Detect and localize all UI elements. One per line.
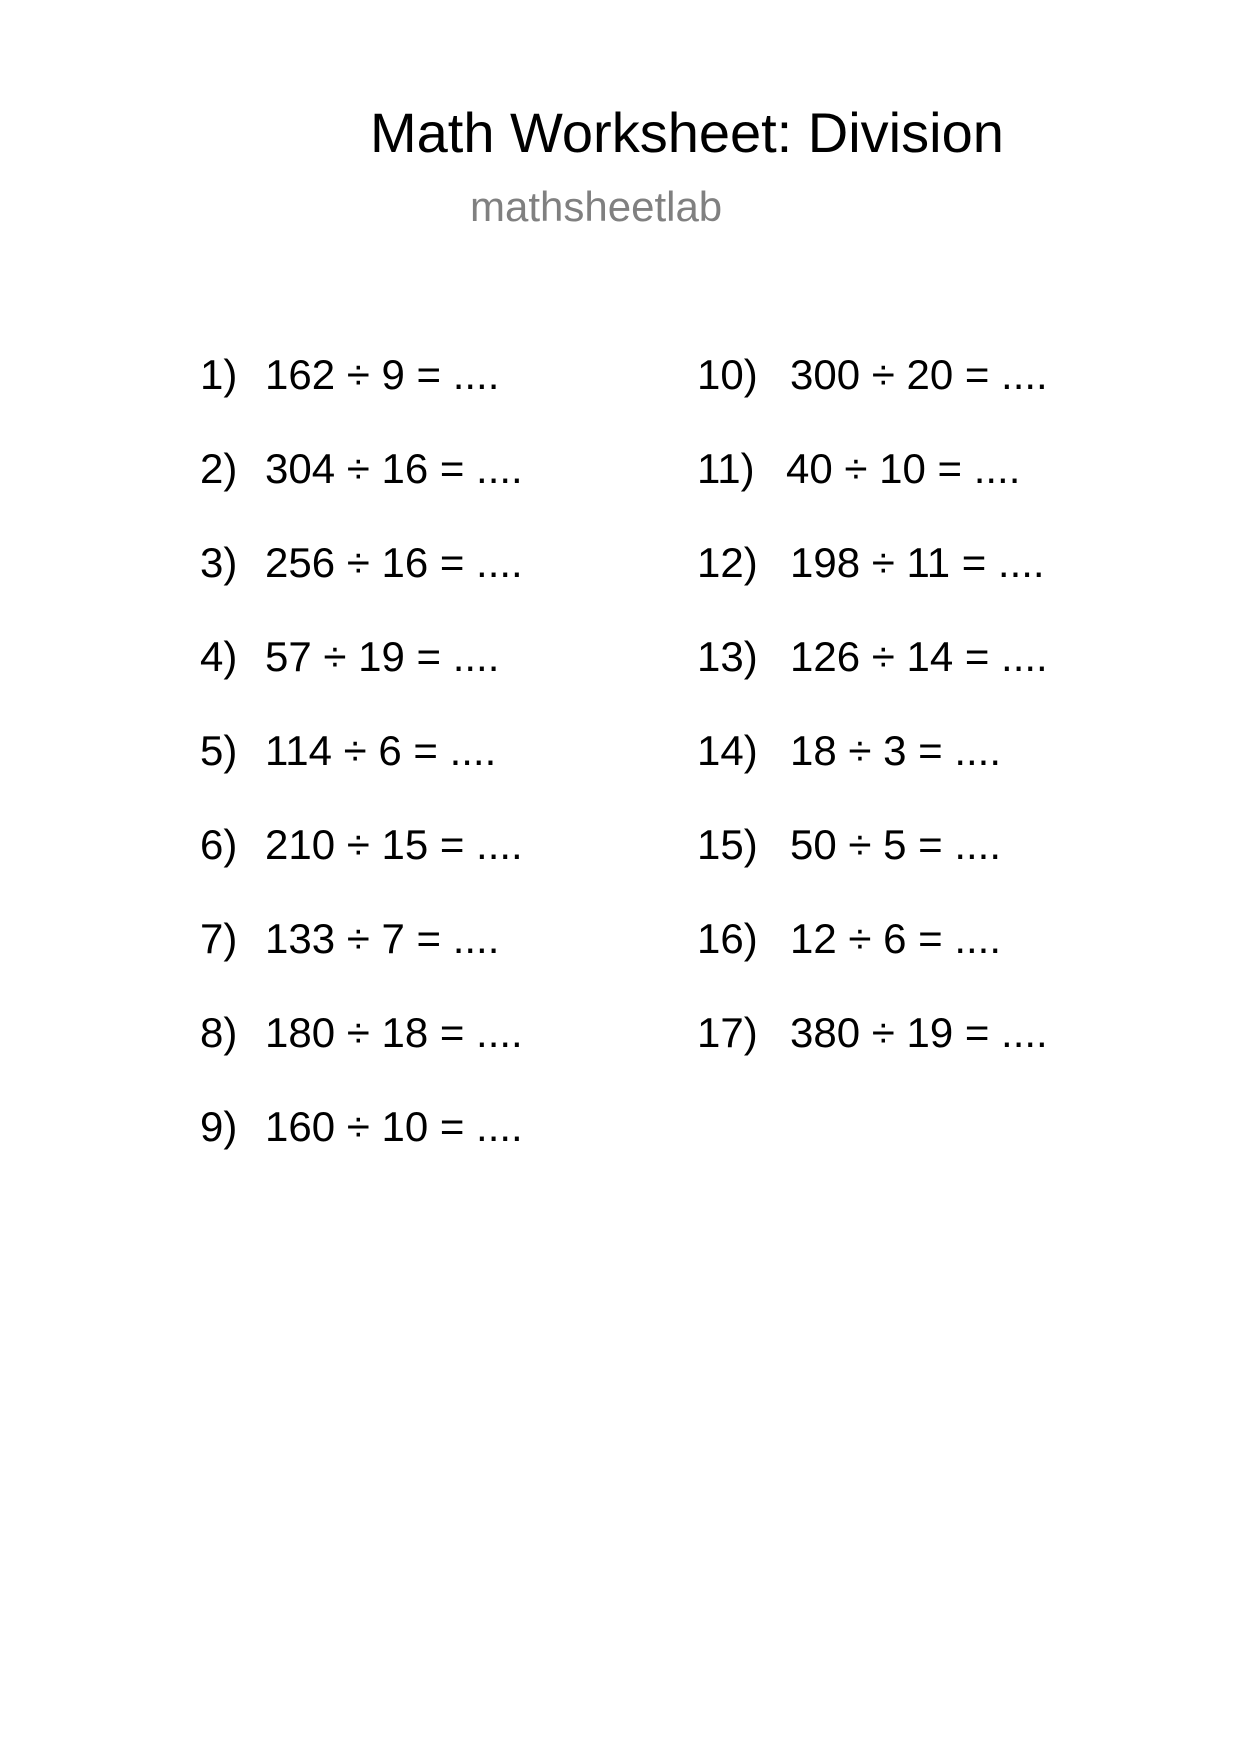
problem-item	[697, 1008, 1048, 1058]
problem-expression: 162 ÷ 9 = ....	[265, 351, 500, 398]
problem-item	[200, 632, 499, 682]
problem-item	[697, 914, 1001, 964]
problem-expression: 198 ÷ 11 = ....	[790, 539, 1045, 586]
problem-number: 11)	[697, 445, 755, 492]
problem-item	[697, 820, 1001, 870]
problem-item	[697, 444, 1020, 494]
problem-expression: 304 ÷ 16 = ....	[265, 445, 523, 492]
problem-number: 12)	[697, 539, 758, 586]
problem-expression: 256 ÷ 16 = ....	[265, 539, 523, 586]
problem-number: 6)	[200, 821, 238, 868]
problem-item	[200, 1008, 523, 1058]
page-title: Math Worksheet: Division	[370, 101, 1004, 164]
problem-item	[200, 538, 523, 588]
problem-expression: 18 ÷ 3 = ....	[790, 727, 1002, 774]
problem-item	[697, 726, 1001, 776]
problem-number: 10)	[697, 351, 758, 398]
problem-number: 8)	[200, 1009, 238, 1056]
problem-expression: 210 ÷ 15 = ....	[265, 821, 523, 868]
problem-number: 5)	[200, 727, 238, 774]
problem-expression: 160 ÷ 10 = ....	[265, 1103, 523, 1150]
problem-item	[200, 726, 496, 776]
brand-name: mathsheetlab	[470, 183, 723, 230]
problem-number: 17)	[697, 1009, 758, 1056]
problem-item	[200, 1102, 523, 1152]
problem-number: 15)	[697, 821, 758, 868]
problem-expression: 300 ÷ 20 = ....	[790, 351, 1048, 398]
problem-expression: 133 ÷ 7 = ....	[265, 915, 500, 962]
problem-number: 2)	[200, 445, 238, 492]
problem-item	[200, 444, 523, 494]
problem-item	[200, 350, 499, 400]
problem-number: 7)	[200, 915, 238, 962]
problem-expression: 380 ÷ 19 = ....	[790, 1009, 1048, 1056]
problem-number: 1)	[200, 351, 238, 398]
problem-expression: 40 ÷ 10 = ....	[786, 445, 1021, 492]
problem-item	[697, 350, 1048, 400]
problem-expression: 50 ÷ 5 = ....	[790, 821, 1002, 868]
problem-number: 13)	[697, 633, 758, 680]
problem-number: 3)	[200, 539, 238, 586]
problem-number: 16)	[697, 915, 758, 962]
problem-expression: 180 ÷ 18 = ....	[265, 1009, 523, 1056]
problem-number: 9)	[200, 1103, 238, 1150]
problem-item	[697, 632, 1048, 682]
problem-expression: 114 ÷ 6 = ....	[265, 727, 497, 774]
problem-number: 4)	[200, 633, 238, 680]
problem-expression: 12 ÷ 6 = ....	[790, 915, 1002, 962]
problem-item	[200, 820, 523, 870]
problem-item	[200, 914, 499, 964]
problem-number: 14)	[697, 727, 758, 774]
problem-item	[697, 538, 1045, 588]
problem-expression: 57 ÷ 19 = ....	[265, 633, 500, 680]
problem-expression: 126 ÷ 14 = ....	[790, 633, 1048, 680]
